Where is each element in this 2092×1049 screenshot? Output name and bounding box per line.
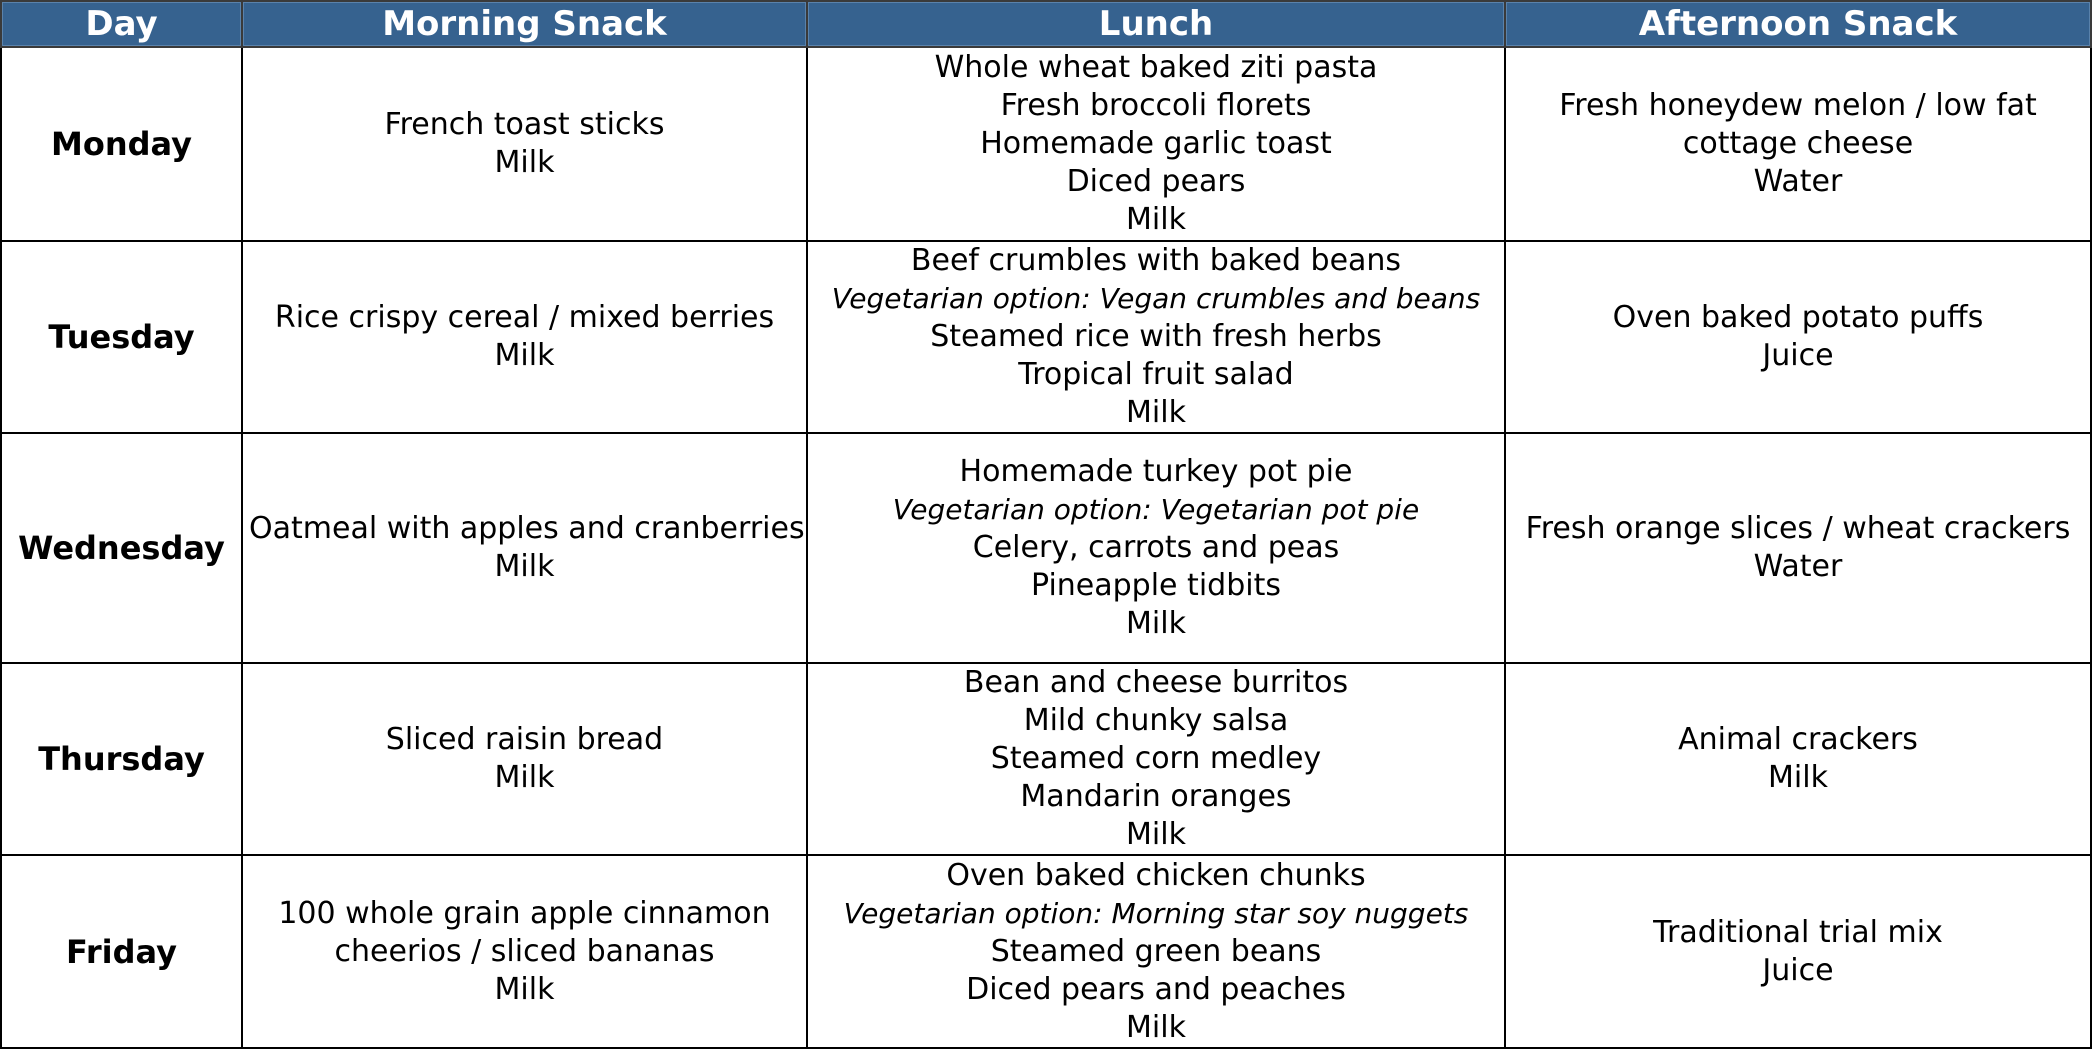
menu-line: Traditional trial mix [1653,914,1943,950]
lunch-cell [807,433,1505,663]
menu-line: Milk [1768,760,1828,795]
table-row [1,433,2091,663]
menu-line: Bean and cheese burritos [963,665,1349,700]
menu-line: Animal crackers [1678,722,1918,757]
menu-line: Diced pears and peaches [966,971,1346,1007]
menu-line: Milk [1126,1009,1186,1045]
table-row [1,855,2091,1048]
menu-line: Fresh honeydew melon / low fat [1559,88,2037,123]
lunch-cell [807,47,1505,241]
day-cell: Wednesday [1,433,242,663]
menu-line: Celery, carrots and peas [972,530,1340,565]
header-row [1,1,2091,47]
afternoon-snack-cell [1505,47,2091,241]
menu-line: Fresh orange slices / wheat crackers [1525,511,2071,546]
vegetarian-option-line: Vegetarian option: Morning star soy nuggets [843,896,1469,930]
lunch-cell [807,855,1505,1048]
afternoon-snack-cell [1505,855,2091,1048]
menu-line: Fresh broccoli florets [1000,88,1312,123]
menu-line: Pineapple tidbits [1031,568,1281,603]
vegetarian-option-line: Vegetarian option: Vegetarian pot pie [892,493,1420,526]
menu-line: Milk [494,338,555,373]
menu-line: Steamed rice with fresh herbs [930,319,1382,354]
menu-line: Tropical fruit salad [1018,357,1294,392]
day-cell: Monday [1,47,242,241]
menu-line: Oven baked chicken chunks [946,857,1366,893]
menu-line: 100 whole grain apple cinnamon [278,895,771,931]
day-cell: Tuesday [1,241,242,433]
table-row [1,241,2091,433]
header-day: Day [1,1,242,47]
menu-line: Juice [1762,952,1834,988]
menu-line: Sliced raisin bread [385,722,664,757]
morning-snack-cell [242,241,807,433]
header-afternoon-snack: Afternoon Snack [1505,1,2091,47]
morning-snack-cell [242,47,807,241]
day-cell: Friday [1,855,242,1048]
menu-line: Mandarin oranges [1020,779,1292,814]
menu-line: Milk [494,971,555,1007]
menu-line: Homemade turkey pot pie [959,454,1353,489]
menu-line: Diced pears [1066,164,1246,199]
menu-line: Steamed green beans [990,933,1322,969]
afternoon-snack-cell [1505,433,2091,663]
menu-line: Oven baked potato puffs [1612,300,1984,335]
menu-line: Milk [494,549,555,584]
menu-line: Oatmeal with apples and cranberries [249,511,805,546]
menu-line: cottage cheese [1682,126,1914,161]
menu-line: Milk [1126,202,1186,237]
menu-line: Milk [494,145,555,180]
menu-line: Rice crispy cereal / mixed berries [274,300,775,335]
menu-line: Juice [1762,338,1834,373]
menu-line: Homemade garlic toast [980,126,1332,161]
menu-line: Water [1753,164,1843,199]
menu-line: Mild chunky salsa [1023,703,1289,738]
afternoon-snack-cell [1505,663,2091,855]
menu-line: French toast sticks [384,107,665,142]
menu-line: Milk [1126,606,1186,641]
vegetarian-option-line: Vegetarian option: Vegan crumbles and beans [831,282,1481,315]
menu-line: Milk [1126,395,1186,430]
header-morning-snack: Morning Snack [242,1,807,47]
day-cell: Thursday [1,663,242,855]
menu-line: Whole wheat baked ziti pasta [934,50,1378,85]
menu-line: Beef crumbles with baked beans [910,243,1402,278]
menu-line: Milk [1126,817,1186,852]
menu-line: Steamed corn medley [990,741,1322,776]
morning-snack-cell [242,433,807,663]
morning-snack-cell [242,855,807,1048]
morning-snack-cell [242,663,807,855]
menu-line: cheerios / sliced bananas [334,933,715,969]
table-row [1,47,2091,241]
lunch-cell [807,241,1505,433]
header-lunch: Lunch [807,1,1505,47]
table-row [1,663,2091,855]
lunch-cell [807,663,1505,855]
menu-line: Milk [494,760,555,795]
menu-line: Water [1753,549,1843,584]
afternoon-snack-cell [1505,241,2091,433]
